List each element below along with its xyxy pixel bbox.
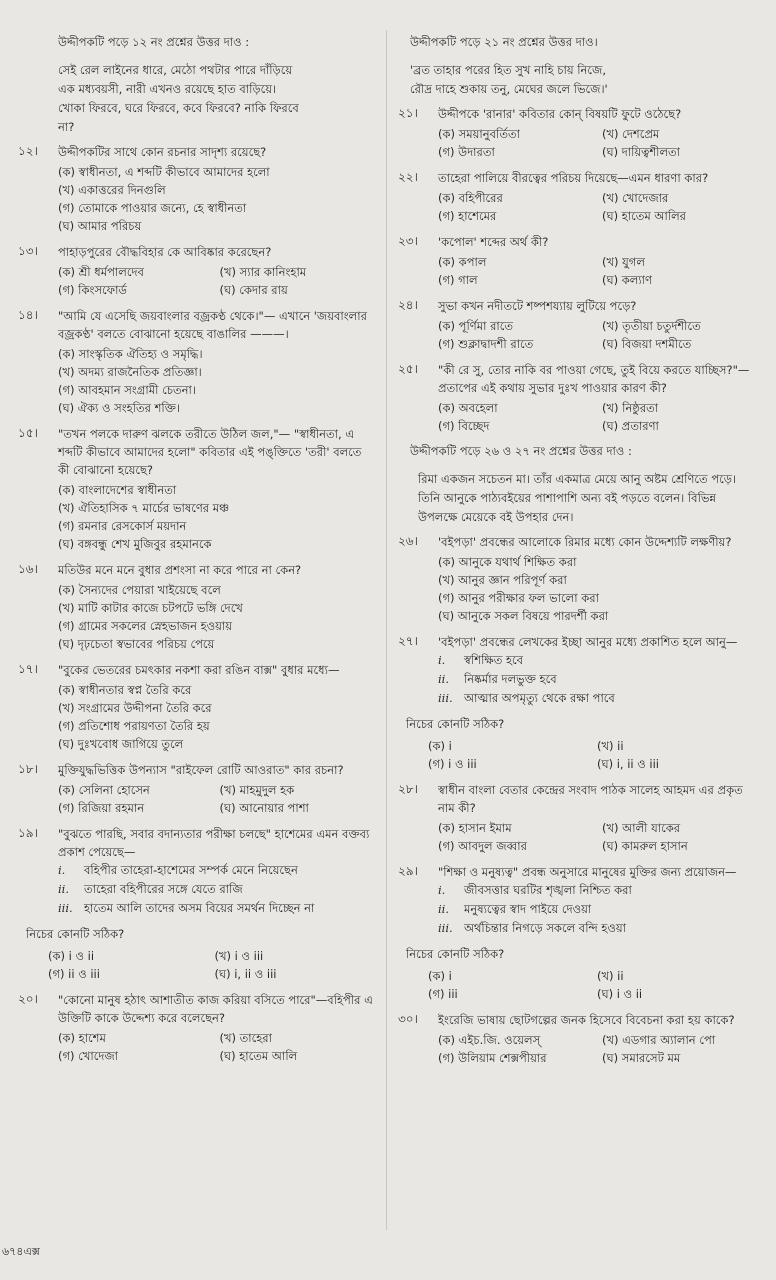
options [58,681,373,753]
statement [58,880,373,899]
option[interactable]: (ঘ) হাতেম আলির [602,209,686,223]
option[interactable]: (ক) আনুকে যথার্থ শিক্ষিত করা [438,555,577,569]
question-number: ১৭। [18,662,38,676]
options [58,163,373,235]
option[interactable]: (ঘ) কল্যাণ [602,273,652,287]
which-correct-prompt: নিচের কোনটি সঠিক? [406,947,505,961]
option[interactable]: (ঘ) দায়িত্বশীলতা [602,145,680,159]
option[interactable]: (খ) আলী যাকের [602,821,681,835]
statement [438,881,758,900]
question-18 [18,761,373,817]
statement [438,670,758,689]
statements [438,881,758,938]
option[interactable]: (গ) ii ও iii [48,967,100,981]
statement [438,919,758,938]
option[interactable]: (ক) সাংস্কৃতিক ঐতিহ্য ও সমৃদ্ধি। [58,347,203,361]
option[interactable]: (খ) ii [597,739,624,753]
option[interactable]: (খ) আনুর জ্ঞান পরিপূর্ণ করা [438,573,567,587]
options [58,1029,373,1065]
statement-text: অর্থচিন্তার নিগড়ে সকলে বন্দি হওয়া [464,921,626,935]
option[interactable]: (গ) আবহমান সংগ্রামী চেতনা। [58,383,196,397]
question-25 [398,361,758,435]
question-number: ১৫। [18,426,38,440]
option[interactable]: (ঘ) বিজয়া দশমীতে [602,337,692,351]
option[interactable]: (খ) ঐতিহাসিক ৭ মার্চের ভাষণের মঞ্চ [58,501,230,515]
question-19-options [18,947,373,983]
question-number: ১৩। [18,244,38,258]
option[interactable]: (ক) স্বাধীনতার স্বপ্ন তৈরি করে [58,683,192,697]
option[interactable]: (খ) খোদেজার [602,191,669,205]
stimulus-line: রৌদ্র দাহে শুকায় তনু, মেঘের জলে ভিজে।' [410,82,608,96]
option[interactable]: (ক) i [428,969,452,983]
options [428,967,758,1003]
options [438,399,758,435]
question-21 [398,105,758,161]
left-column [18,28,373,1073]
statements [58,861,373,918]
stimulus-line: খোকা ফিরবে, ঘরে ফিরবে, কবে ফিরবে? নাকি ফিরবে [58,101,299,115]
question-number: ২৬। [398,534,418,548]
option[interactable]: (ঘ) দুঃখবোধ জাগিয়ে তুলে [58,737,184,751]
option[interactable]: (ক) i ও ii [48,949,95,963]
stimulus-heading: উদ্দীপকটি পড়ে ২৬ ও ২৭ নং প্রশ্নের উত্তর দাও : [410,444,632,458]
question-number: ৩০। [398,1012,418,1026]
option[interactable]: (ঘ) বঙ্গবন্ধু শেখ মুজিবুর রহমানকে [58,537,212,551]
question-text: "বুকের ভেতরের চমৎকার নকশা করা রঙিন বাক্স" বুধার মধ্যে— [58,663,340,677]
question-number: ১৯। [18,826,38,840]
which-correct-prompt: নিচের কোনটি সঠিক? [406,717,505,731]
options [438,317,758,353]
question-number: ১৮। [18,762,38,776]
question-13 [18,243,373,299]
option[interactable]: (গ) iii [428,987,458,1001]
statement-numeral: i. [438,883,446,897]
question-number: ২৩। [398,234,418,248]
question-text: 'বইপড়া' প্রবন্ধের আলোকে রিমার মধ্যে কোন উদ্দেশ্যটি লক্ষণীয়? [438,535,732,549]
question-number: ২১। [398,106,418,120]
question-29-options [398,967,758,1003]
stimulus-text [58,61,373,137]
stimulus-line: 'ব্রত তাহার পরের হিত সুখ নাহি চায় নিজে, [410,63,606,77]
statement-text: স্বশিক্ষিত হবে [464,653,524,667]
option[interactable]: (গ) কিংসফোর্ড [58,283,127,297]
question-15 [18,425,373,553]
statements [438,651,758,708]
option[interactable]: (খ) নিষ্ঠুরতা [602,401,659,415]
stimulus-text [410,61,758,99]
option[interactable]: (ক) বাংলাদেশের স্বাধীনতা [58,483,177,497]
statement-text: বহিপীর তাহেরা-হাশেমের সম্পর্ক মেনে নিয়েছেন [84,863,298,877]
option[interactable]: (ঘ) কেদার রায় [219,283,288,297]
options [438,819,758,855]
option[interactable]: (গ) খোদেজা [58,1049,119,1063]
option[interactable]: (খ) এডগার অ্যালান পো [602,1033,716,1047]
question-text: 'কপোল' শব্দের অর্থ কী? [438,235,549,249]
option[interactable]: (ক) বহিপীরের [438,191,503,205]
question-number: ২৫। [398,362,418,376]
statement-numeral: ii. [58,882,70,896]
options [58,781,373,817]
question-text: উদ্দীপকটির সাথে কোন রচনার সাদৃশ্য রয়েছে? [58,145,267,159]
statement-text: মনুষ্যত্বের স্বাদ পাইয়ে দেওয়া [464,902,592,916]
statement [438,900,758,919]
option[interactable]: (ঘ) i ও ii [597,987,643,1001]
option[interactable]: (ক) হাশেম [58,1031,106,1045]
stimulus-text: রিমা একজন সচেতন মা। তাঁর একমাত্র মেয়ে আনু অষ্টম শ্রেণিতে পড়ে। তিনি আনুকে পাঠ্যবইয়ের পাশাপাশি অন্য বই পড়তে বলেন। বিভিন্ন উপলক্ষে মেয়েকে বই উপহার দেন। [418,472,737,524]
question-text: "তখন পলকে দারুণ ঝলকে তরীতে উঠিল জল,"— "স্বাধীনতা, এ শব্দটি কীভাবে আমাদের হলো" কবিতার এই পঙ্‌ক্তিতে 'তরী' বলতে কী বোঝানো হয়েছে? [58,427,362,477]
option[interactable]: (গ) আবদুল জব্বার [438,839,527,853]
question-text: মুক্তিযুদ্ধভিত্তিক উপন্যাস "রাইফেল রোটি আওরাত" কার রচনা? [58,763,344,777]
question-number: ২২। [398,170,418,184]
option[interactable]: (গ) আনুর পরীক্ষার ফল ভালো করা [438,591,599,605]
option[interactable]: (ক) পূর্ণিমা রাতে [438,319,514,333]
option[interactable]: (গ) শুক্লাদ্বাদশী রাতে [438,337,534,351]
option[interactable]: (ঘ) i, ii ও iii [597,757,659,771]
option[interactable]: (খ) যুগল [602,255,645,269]
option[interactable]: (খ) মাহমুদুল হক [219,783,295,797]
statement-text: তাহেরা বহিপীরের সঙ্গে যেতে রাজি [84,882,243,896]
options [438,125,758,161]
option[interactable]: (গ) তোমাকে পাওয়ার জন্যে, হে স্বাধীনতা [58,201,247,215]
stimulus-line: সেই রেল লাইনের ধারে, মেঠো পথটার পারে দাঁড়িয়ে [58,63,293,77]
column-divider [386,30,387,1230]
options [58,345,373,417]
option[interactable]: (ক) স্বাধীনতা, এ শব্দটি কীভাবে আমাদের হলো [58,165,270,179]
option[interactable]: (খ) অদম্য রাজনৈতিক প্রতিজ্ঞা। [58,365,202,379]
statement-numeral: ii. [438,902,450,916]
option[interactable]: (খ) ii [597,969,624,983]
option[interactable]: (ক) সৈন্যদের পেয়ারা খাইয়েছে বলে [58,583,221,597]
statement [58,861,373,880]
options [48,947,373,983]
option[interactable]: (ঘ) আনুকে সকল বিষয়ে পারদর্শী করা [438,609,609,623]
right-column [398,28,758,1075]
question-19 [18,825,373,918]
question-text: "কোনো মানুষ হঠাৎ আশাতীত কাজ করিয়া বসিতে পারে"—বহিপীর এ উক্তিটি কাকে উদ্দেশ্য করে বলেছেন? [58,993,373,1025]
option[interactable]: (গ) গ্রামের সকলের স্নেহভাজন হওয়ায় [58,619,233,633]
option[interactable]: (খ) মাটি কাটার কাজে চটপটে ভঙ্গি দেখে [58,601,243,615]
question-16 [18,561,373,653]
options [58,481,373,553]
question-number: ২৯। [398,864,418,878]
option[interactable]: (ক) i [428,739,452,753]
options [438,189,758,225]
option[interactable]: (ক) শ্রী ধর্মপালদেব [58,265,144,279]
question-24 [398,297,758,353]
statement-text: হাতেম আলি তাদের অসম বিয়ের সমর্থন দিচ্ছেন না [84,901,315,915]
question-text: "বুঝতে পারছি, সবার বদান্যতার পরীক্ষা চলছে" হাশেমের এমন বক্তব্য প্রকাশ পেয়েছে— [58,827,370,859]
option[interactable]: (খ) সংগ্রামের উদ্দীপনা তৈরি করে [58,701,212,715]
question-14 [18,307,373,417]
statement-numeral: i. [438,653,446,667]
option[interactable]: (ঘ) আমার পরিচয় [58,219,142,233]
question-text: "কী রে সু, তোর নাকি বর পাওয়া গেছে, তুই বিয়ে করতে যাচ্ছিস?"—প্রতাপের এই কথায় সুভার দুঃখ পাওয়ার কারণ কী? [438,363,750,395]
statement-numeral: ii. [438,672,450,686]
question-26 [398,533,758,625]
option[interactable]: (ক) অবহেলা [438,401,498,415]
option[interactable]: (গ) রিজিয়া রহমান [58,801,145,815]
option[interactable]: (ক) সেলিনা হোসেন [58,783,150,797]
option[interactable]: (গ) গাল [438,273,478,287]
stimulus-heading: উদ্দীপকটি পড়ে ১২ নং প্রশ্নের উত্তর দাও : [58,35,250,49]
question-text: 'বইপড়া' প্রবন্ধের লেখকের ইচ্ছা আনুর মধ্যে প্রকাশিত হলে আনু— [438,635,738,649]
option[interactable]: (ঘ) i, ii ও iii [214,967,277,981]
options [58,263,373,299]
statement-numeral: iii. [438,921,453,935]
question-text: "আমি যে এসেছি জয়বাংলার বজ্রকণ্ঠ থেকে।"— এখানে 'জয়বাংলার বজ্রকণ্ঠ' বলতে বোঝানো হয়েছে বাঙালির ———। [58,309,367,341]
options [438,553,758,625]
statement-text: নিষ্কর্মার দলভুক্ত হবে [464,672,557,686]
stimulus-line: না? [58,120,75,134]
statement [58,899,373,918]
question-29 [398,863,758,938]
stimulus-line: এক মধ্যবয়সী, নারী এখনও রয়েছে হাত বাড়িয়ে। [58,82,277,96]
question-number: ২৪। [398,298,418,312]
question-20 [18,991,373,1065]
option[interactable]: (ঘ) দৃঢ়চেতা স্বভাবের পরিচয় পেয়ে [58,637,215,651]
question-number: ২৮। [398,782,418,796]
question-12 [18,143,373,235]
option[interactable]: (ঘ) সমারসেট মম [602,1051,681,1065]
option[interactable]: (গ) প্রতিশোধ পরায়ণতা তৈরি হয় [58,719,210,733]
options [438,1031,758,1067]
question-text: উদ্দীপকে 'রানার' কবিতার কোন্ বিষয়টি ফুটে ওঠেছে? [438,107,682,121]
question-number: ১২। [18,144,38,158]
question-22 [398,169,758,225]
option[interactable]: (ক) সময়ানুবর্তিতা [438,127,520,141]
page-code: ৬৭৪এক্স [2,1245,40,1258]
statement-numeral: iii. [438,691,453,705]
statement-text: জীবসত্তার ঘরটির শৃঙ্খলা নিশ্চিত করা [464,883,632,897]
option[interactable]: (গ) রমনার রেসকোর্স ময়দান [58,519,187,533]
option[interactable]: (গ) উদারতা [438,145,495,159]
option[interactable]: (ক) কপাল [438,255,487,269]
statement [438,651,758,670]
statement-numeral: iii. [58,901,73,915]
option[interactable]: (ঘ) প্রতারণা [602,419,659,433]
options [428,737,758,773]
question-17 [18,661,373,753]
option[interactable]: (খ) i ও iii [214,949,264,963]
option[interactable]: (গ) উলিয়াম শেক্সপীয়ার [438,1051,547,1065]
question-28 [398,781,758,855]
question-30 [398,1011,758,1067]
option[interactable]: (ঘ) ঐক্য ও সংহতির শক্তি। [58,401,180,415]
option[interactable]: (গ) বিচ্ছেদ [438,419,490,433]
question-number: ২০। [18,992,38,1006]
option[interactable]: (খ) দেশপ্রেম [602,127,660,141]
question-text: ইংরেজি ভাষায় ছোটগল্পের জনক হিসেবে বিবেচনা করা হয় কাকে? [438,1013,735,1027]
option[interactable]: (খ) একাত্তরের দিনগুলি [58,183,166,197]
question-27-options [398,737,758,773]
option[interactable]: (গ) হাশেমের [438,209,497,223]
option[interactable]: (খ) তাহেরা [219,1031,272,1045]
stimulus-heading: উদ্দীপকটি পড়ে ২১ নং প্রশ্নের উত্তর দাও। [410,35,598,49]
statement-text: আত্মার অপমৃত্যু থেকে রক্ষা পাবে [464,691,615,705]
question-text: মতিউর মনে মনে বুধার প্রশংসা না করে পারে না কেন? [58,563,302,577]
option[interactable]: (ক) হাসান ইমাম [438,821,512,835]
question-number: ১৪। [18,308,38,322]
option[interactable]: (গ) i ও iii [428,757,477,771]
statement [438,689,758,708]
question-text: পাহাড়পুরের বৌদ্ধবিহার কে আবিষ্কার করেছেন? [58,245,272,259]
option[interactable]: (খ) স্যার কানিংহাম [219,265,307,279]
question-text: তাহেরা পালিয়ে বীরত্বের পরিচয় দিয়েছে—এমন ধারণা কার? [438,171,709,185]
question-text: সুভা কখন নদীতটে শষ্পশয্যায় লুটিয়ে পড়ে? [438,299,637,313]
question-27 [398,633,758,708]
option[interactable]: (ক) এইচ.জি. ওয়েলস্ [438,1033,541,1047]
options [58,581,373,653]
options [438,253,758,289]
statement-numeral: i. [58,863,66,877]
option[interactable]: (ঘ) হাতেম আলি [219,1049,298,1063]
question-number: ১৬। [18,562,38,576]
question-23 [398,233,758,289]
option[interactable]: (ঘ) আনোয়ার পাশা [219,801,309,815]
option[interactable]: (ঘ) কামরুল হাসান [602,839,688,853]
question-number: ২৭। [398,634,418,648]
question-text: "শিক্ষা ও মনুষ্যত্ব" প্রবন্ধ অনুসারে মানুষের মুক্তির জন্য প্রয়োজন— [438,865,737,879]
option[interactable]: (খ) তৃতীয়া চতুর্দশীতে [602,319,701,333]
which-correct-prompt: নিচের কোনটি সঠিক? [26,927,125,941]
question-text: স্বাধীন বাংলা বেতার কেন্দ্রের সংবাদ পাঠক সালেহ আহমদ এর প্রকৃত নাম কী? [438,783,743,815]
